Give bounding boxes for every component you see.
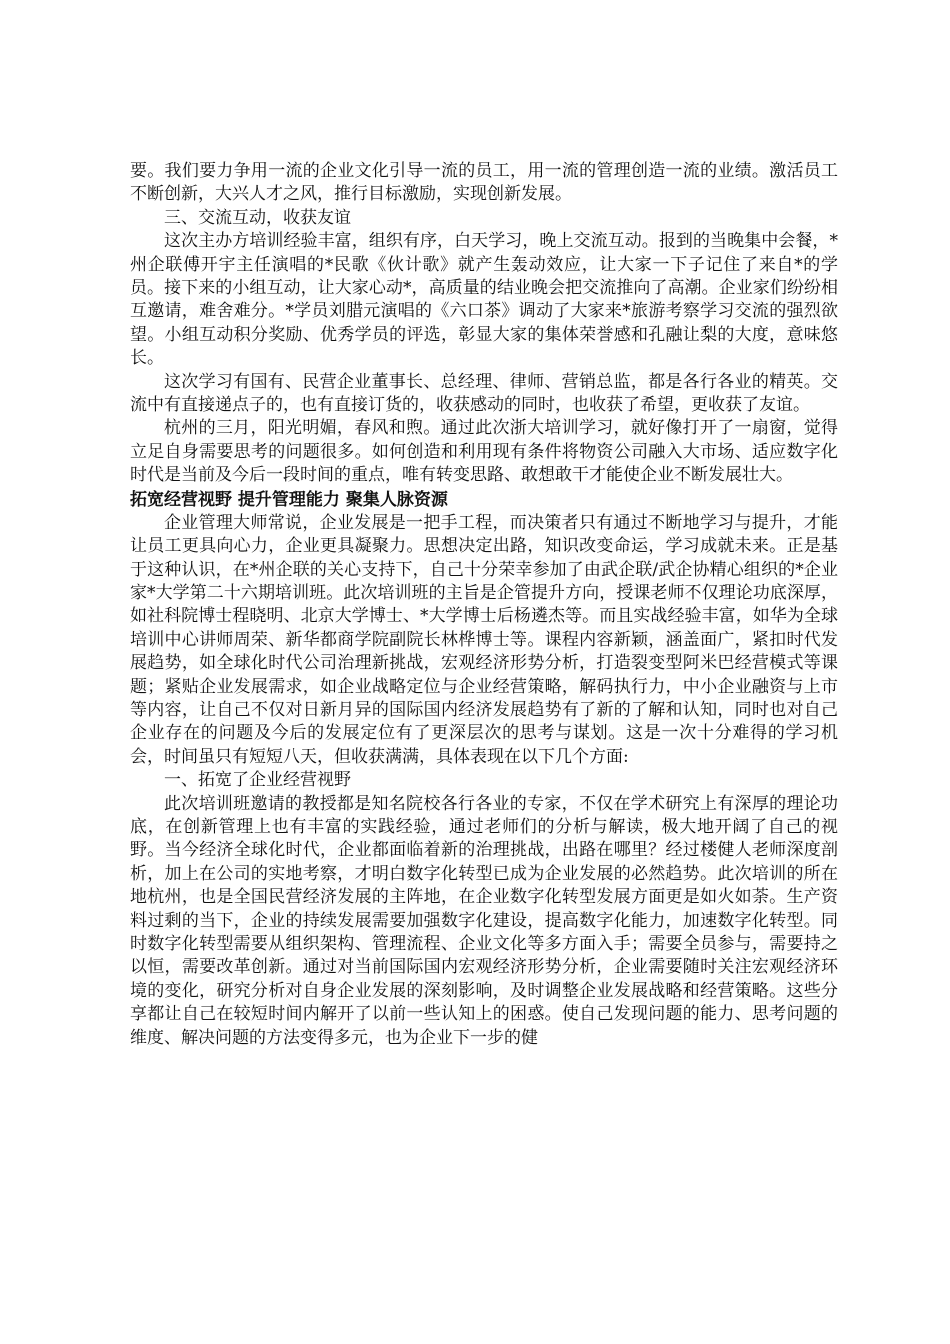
- section-heading-vision: 一、拓宽了企业经营视野: [164, 770, 351, 791]
- paragraph-continued: 要。我们要力争用一流的企业文化引导一流的员工，用一流的管理创造一流的业绩。激活员工不断创新，大兴人才之风，推行目标激励，实现创新发展。: [130, 161, 838, 205]
- paragraph: 此次培训班邀请的教授都是知名院校各行各业的专家，不仅在学术研究上有深厚的理论功底，在创新管理上也有丰富的实践经验，通过老师们的分析与解读，极大地开阔了自己的视野。当今经济全球化时代，企业都面临着新的治理挑战，出路在哪里？经过楼健人老师深度剖析，加上在公司的实地考察，才明白数字化转型已成为企业发展的必然趋势。此次培训的所在地杭州，也是全国民营经济发展的主阵地，在企业数字化转型发展方面更是如火如荼。生产资料过剩的当下，企业的持续发展需要加强数字化建设，提高数字化能力，加速数字化转型。同时数字化转型需要从组织架构、管理流程、企业文化等多方面入手；需要全员参与，需要持之以恒，需要改革创新。通过对当前国际国内宏观经济形势分析，企业需要随时关注宏观经济环境的变化，研究分析对自身企业发展的深刻影响，及时调整企业发展战略和经营策略。这些分享都让自己在较短时间内解开了以前一些认知上的困惑。使自己发现问题的能力、思考问题的维度、解决问题的方法变得多元，也为企业下一步的健: [130, 793, 838, 1048]
- document-page: [130, 160, 838, 1050]
- paragraph: 这次主办方培训经验丰富，组织有序，白天学习，晚上交流互动。报到的当晚集中会餐，*州企联傅开宇主任演唱的*民歌《伙计歌》就产生轰动效应，让大家一下子记住了来自*的学员。接下来的小组互动，让大家心动*，高质量的结业晚会把交流推向了高潮。企业家们纷纷相互邀请，难舍难分。*学员刘腊元演唱的《六口茶》调动了大家来*旅游考察学习交流的强烈欲望。小组互动积分奖励、优秀学员的评选，彰显大家的集体荣誉感和孔融让梨的大度，意味悠长。: [130, 231, 838, 369]
- paragraph: 这次学习有国有、民营企业董事长、总经理、律师、营销总监，都是各行各业的精英。交流中有直接递点子的，也有直接订货的，收获感动的同时，也收获了希望，更收获了友谊。: [130, 371, 838, 416]
- paragraph: 杭州的三月，阳光明媚，春风和煦。通过此次浙大培训学习，就好像打开了一扇窗，觉得立足自身需要思考的问题很多。如何创造和利用现有条件将物资公司融入大市场、适应数字化时代是当前及今后一段时间的重点，唯有转变思路、敢想敢干才能使企业不断发展壮大。: [130, 418, 838, 486]
- paragraph: 企业管理大师常说，企业发展是一把手工程，而决策者只有通过不断地学习与提升，才能让员工更具向心力，企业更具凝聚力。思想决定出路，知识改变命运，学习成就未来。正是基于这种认识，在*州企联的关心支持下，自己十分荣幸参加了由武企联/武企协精心组织的*企业家*大学第二十六期培训班。此次培训班的主旨是企管提升方向，授课老师不仅理论功底深厚，如社科院博士程晓明、北京大学博士、*大学博士后杨遴杰等。而且实战经验丰富，如华为全球培训中心讲师周荣、新华都商学院副院长林桦博士等。课程内容新颖，涵盖面广，紧扣时代发展趋势，如全球化时代公司治理新挑战，宏观经济形势分析，打造裂变型阿米巴经营模式等课题；紧贴企业发展需求，如企业战略定位与企业经营策略，解码执行力，中小企业融资与上市等内容，让自己不仅对日新月异的国际国内经济发展趋势有了新的了解和认知，同时也对自己企业存在的问题及今后的发展定位有了更深层次的思考与谋划。这是一次十分难得的学习机会，时间虽只有短短八天，但收获满满，具体表现在以下几个方面:: [130, 512, 838, 767]
- article-title: 拓宽经营视野 提升管理能力 聚集人脉资源: [130, 489, 448, 510]
- section-heading-exchange: 三、交流互动，收获友谊: [164, 207, 351, 228]
